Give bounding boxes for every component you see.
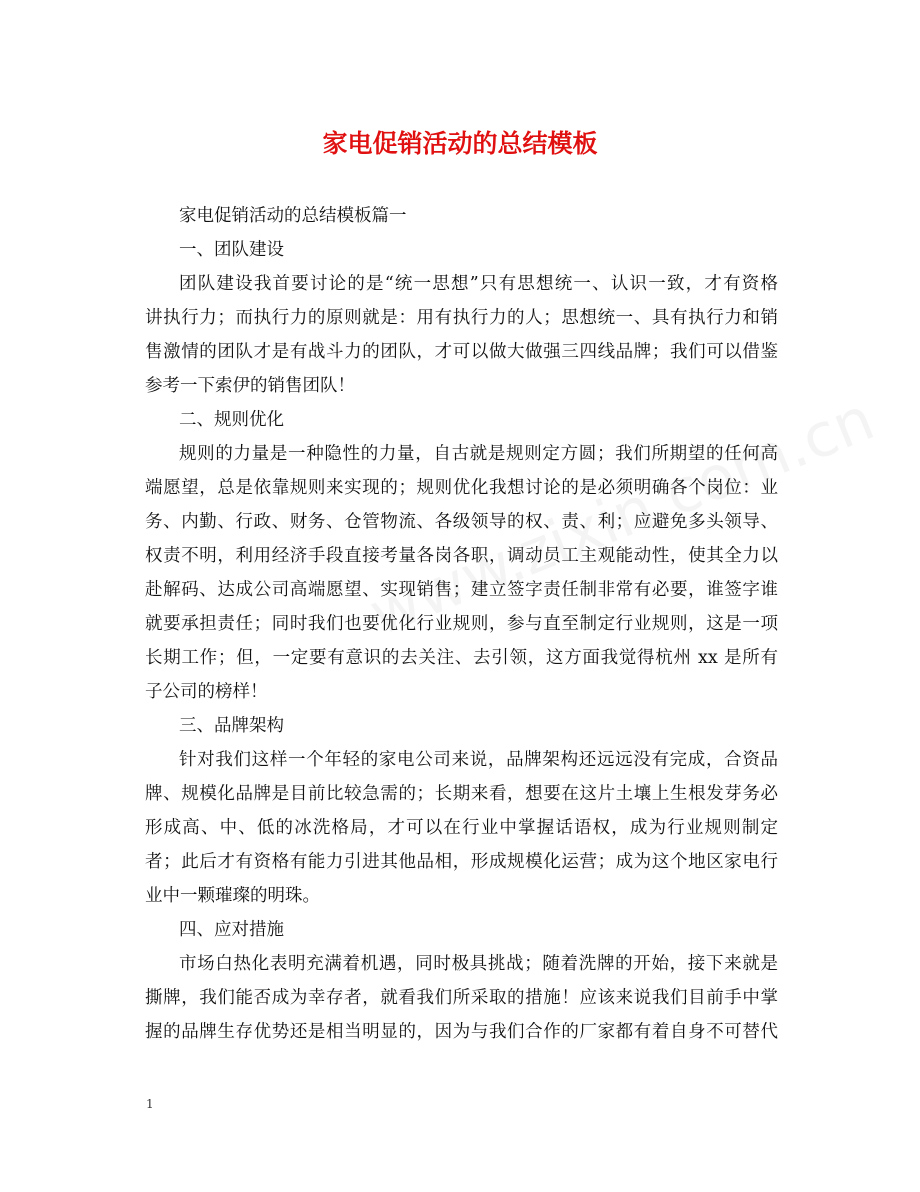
section-heading-measures: 四、应对措施 [179,920,284,940]
paragraph-line: 端愿望，总是依靠规则来实现的；规则优化我想讨论的是必须明确各个岗位：业 [145,478,778,498]
section-subtitle: 家电促销活动的总结模板篇一 [179,206,407,226]
paragraph-line: 赴解码、达成公司高端愿望、实现销售；建立签字责任制非常有必要，谁签字谁 [145,580,778,600]
section-heading-team: 一、团队建设 [179,240,284,260]
paragraph-line: 长期工作；但，一定要有意识的去关注、去引领，这方面我觉得杭州 xx 是所有 [145,648,778,668]
document-title: 家电促销活动的总结模板 [322,129,598,158]
paragraph-line: 牌、规模化品牌是目前比较急需的；长期来看，想要在这片土壤上生根发芽务必 [145,784,778,804]
paragraph-line: 业中一颗璀璨的明珠。 [145,886,320,906]
paragraph-line: 子公司的榜样！ [145,682,268,702]
paragraph-line: 形成高、中、低的冰洗格局，才可以在行业中掌握话语权，成为行业规则制定 [145,818,778,838]
paragraph-line: 就要承担责任；同时我们也要优化行业规则，参与直至制定行业规则，这是一项 [145,614,778,634]
paragraph-line: 务、内勤、行政、财务、仓管物流、各级领导的权、责、利；应避免多头领导、 [145,512,778,532]
section-heading-rules: 二、规则优化 [179,410,284,430]
paragraph-line: 售激情的团队才是有战斗力的团队，才可以做大做强三四线品牌；我们可以借鉴 [145,342,778,362]
paragraph-line: 规则的力量是一种隐性的力量，自古就是规则定方圆；我们所期望的任何高 [179,444,778,464]
paragraph-line: 针对我们这样一个年轻的家电公司来说，品牌架构还远远没有完成，合资品 [179,750,778,770]
document-body [145,199,778,1049]
paragraph-line: 市场白热化表明充满着机遇，同时极具挑战；随着洗牌的开始，接下来就是 [179,954,778,974]
page-number: 1 [146,1097,154,1111]
paragraph-line: 参考一下索伊的销售团队！ [145,376,355,396]
paragraph-line: 者；此后才有资格有能力引进其他品相，形成规模化运营；成为这个地区家电行 [145,852,778,872]
paragraph-line: 握的品牌生存优势还是相当明显的，因为与我们合作的厂家都有着自身不可替代 [145,1022,778,1042]
section-heading-brand: 三、品牌架构 [179,716,284,736]
paragraph-line: 撕牌，我们能否成为幸存者，就看我们所采取的措施！应该来说我们目前手中掌 [145,988,778,1008]
paragraph-line: 讲执行力；而执行力的原则就是：用有执行力的人；思想统一、具有执行力和销 [145,308,778,328]
paragraph-line: 权责不明，利用经济手段直接考量各岗各职，调动员工主观能动性，使其全力以 [145,546,778,566]
paragraph-line: 团队建设我首要讨论的是“统一思想”只有思想统一、认识一致，才有资格 [179,274,778,294]
